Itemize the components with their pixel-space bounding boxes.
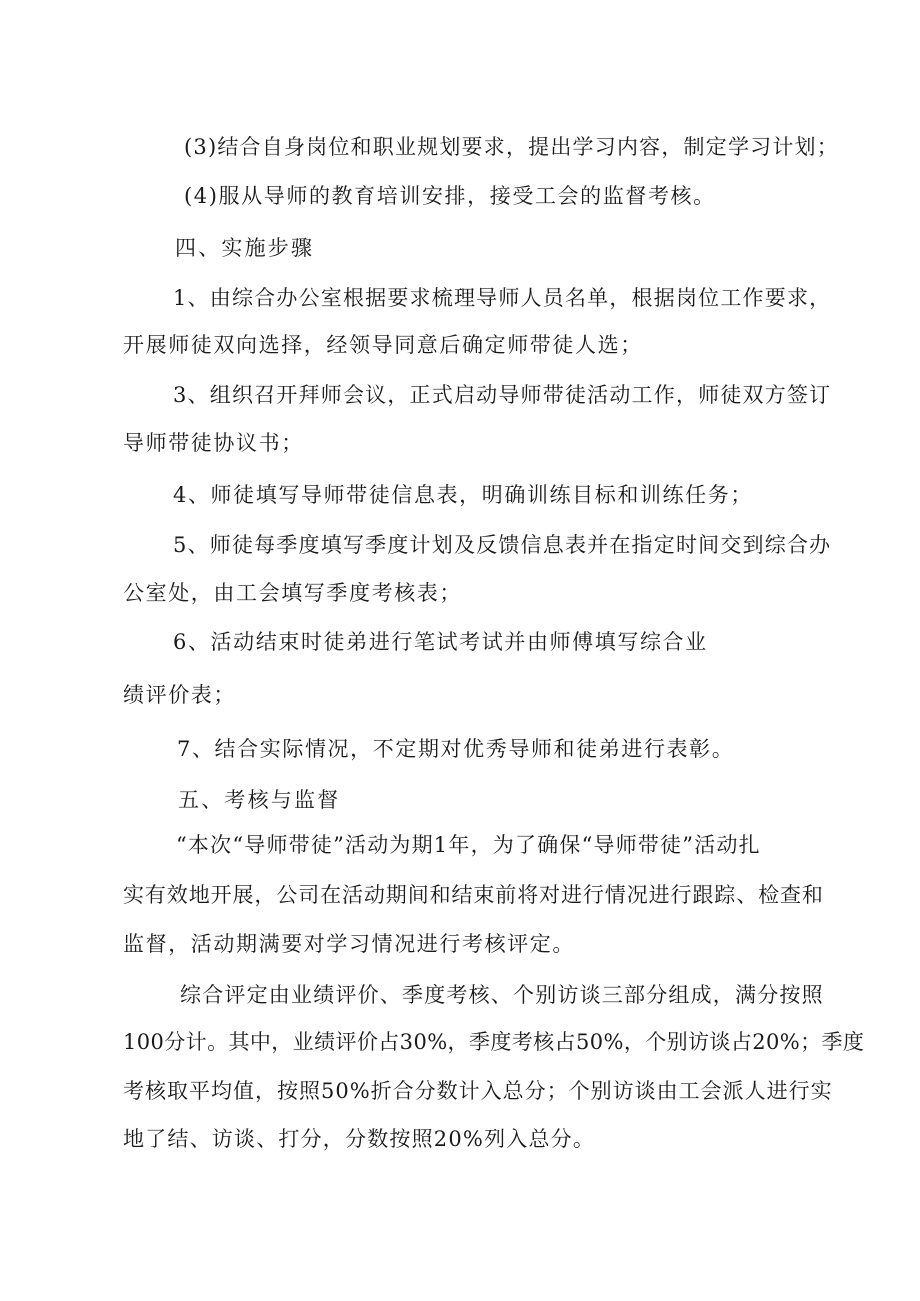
paragraph-2-line-2: 100分计。其中，业绩评价占30%，季度考核占50%，个别访谈占20%；季度 <box>123 1030 865 1054</box>
step-1-line-1: 1、由综合办公室根据要求梳理导师人员名单，根据岗位工作要求， <box>173 286 832 310</box>
step-6-line-1: 6、活动结束时徒弟进行笔试考试并由师傅填写综合业 <box>173 630 708 654</box>
step-4-text: 4、师徒填写导师带徒信息表，明确训练目标和训练任务； <box>173 483 753 507</box>
step-3-line-2: 导师带徒协议书； <box>123 431 304 455</box>
step-7-text: 7、结合实际情况，不定期对优秀导师和徒弟进行表彰。 <box>177 737 735 761</box>
item-3-text: (3)结合自身岗位和职业规划要求，提出学习内容，制定学习计划； <box>184 135 839 159</box>
paragraph-1-line-2: 实有效地开展，公司在活动期间和结束前将对进行情况进行跟踪、检查和 <box>123 883 824 907</box>
step-5-line-1: 5、师徒每季度填写季度计划及反馈信息表并在指定时间交到综合办 <box>173 533 832 557</box>
step-1-line-2: 开展师徒双向选择，经领导同意后确定师带徒人选； <box>123 333 643 357</box>
step-6-line-2: 绩评价表； <box>123 683 236 707</box>
paragraph-1-line-1: “本次“导师带徒”活动为期1年，为了确保“导师带徒”活动扎 <box>176 833 761 857</box>
item-4-text: (4)服从导师的教育培训安排，接受工会的监督考核。 <box>184 184 716 208</box>
paragraph-2-line-3: 考核取平均值，按照50%折合分数计入总分；个别访谈由工会派人进行实 <box>123 1079 833 1103</box>
step-3-line-1: 3、组织召开拜师会议，正式启动导师带徒活动工作，师徒双方签订 <box>173 383 832 407</box>
step-5-line-2: 公室处，由工会填写季度考核表； <box>123 581 462 605</box>
paragraph-1-line-3: 监督，活动期满要对学习情况进行考核评定。 <box>123 932 575 956</box>
section-4-heading: 四、实施步骤 <box>175 236 315 260</box>
paragraph-2-line-1: 综合评定由业绩评价、季度考核、个别访谈三部分组成，满分按照 <box>180 983 824 1007</box>
paragraph-2-line-4: 地了结、访谈、打分，分数按照20%列入总分。 <box>123 1127 596 1151</box>
section-5-heading: 五、考核与监督 <box>178 788 341 812</box>
